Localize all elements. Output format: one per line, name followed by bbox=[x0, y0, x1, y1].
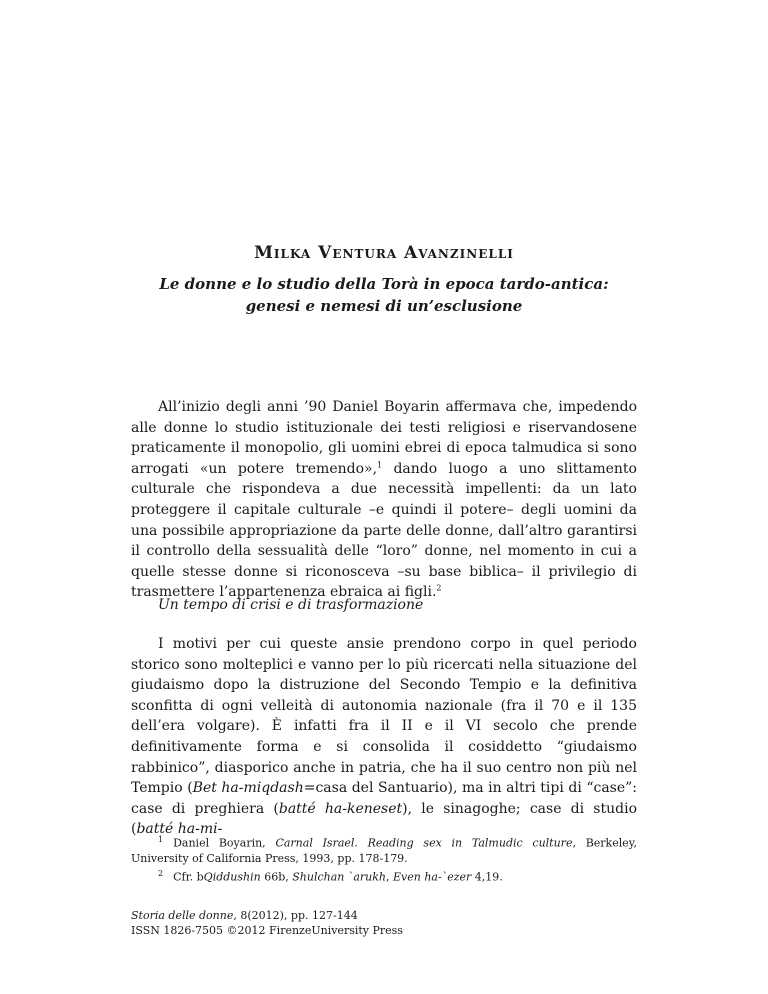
paragraph-2-text bbox=[131, 634, 637, 840]
term-batte-ha-keneset: batté ha-keneset bbox=[278, 800, 403, 817]
article-title-line-1: Le donne e lo studio della Torà in epoca tardo-antica: bbox=[159, 275, 609, 293]
footnote-1 bbox=[131, 832, 637, 866]
footnote-2-pre: Cfr. b bbox=[173, 870, 204, 884]
paragraph-1-text bbox=[131, 397, 637, 603]
footnote-ref-2[interactable]: 2 bbox=[436, 583, 442, 593]
paragraph-2-part-3: ), le sinagoghe; case di studio ( bbox=[131, 800, 637, 838]
footnote-2-sep: , bbox=[386, 870, 394, 884]
footnote-2 bbox=[131, 866, 637, 885]
article-title-line-2: genesi e nemesi di un’esclusione bbox=[245, 297, 523, 315]
footnote-1-author: Daniel Boyarin, bbox=[173, 836, 276, 850]
journal-issue: , 8(2012), pp. 127-144 bbox=[233, 909, 358, 922]
journal-name: Storia delle donne bbox=[131, 909, 234, 922]
footnote-1-work: Carnal Israel. Reading sex in Talmudic culture bbox=[275, 836, 573, 850]
author-name: Milka Ventura Avanzinelli bbox=[254, 243, 514, 263]
footnote-2-rest: 4,19. bbox=[471, 870, 503, 884]
article-title bbox=[120, 273, 648, 317]
body-paragraph-2 bbox=[131, 634, 637, 840]
footnote-ref-1[interactable]: 1 bbox=[377, 460, 383, 470]
footnote-2-work-1: Qiddushin bbox=[203, 870, 261, 884]
footnote-1-rest: , Berkeley, University of California Press, 1993, pp. 178-179. bbox=[131, 836, 637, 865]
body-paragraph-1 bbox=[131, 397, 637, 603]
term-bet-ha-miqdash: Bet ha-miqdash bbox=[192, 780, 304, 797]
journal-issn: ISSN 1826-7505 ©2012 FirenzeUniversity Press bbox=[131, 924, 403, 937]
paragraph-2-part-2: =casa del Santuario), ma in altri tipi di “case”: case di preghiera ( bbox=[131, 780, 638, 817]
footnote-2-number: 2 bbox=[158, 868, 164, 878]
paragraph-1-part-2: dando luogo a uno slittamento culturale che rispondeva a due necessità impellenti: da un lato proteggere il capitale culturale –e quindi il potere– degli uomini da una possibile appropriazione da parte delle donne, dall’altro garantirsi il controllo della sessualità delle “loro” donne, nel momento in cui a quelle stesse donne si riconosceva –su base biblica– il privilegio di trasmettere l’appartenenza ebraica ai figli. bbox=[131, 460, 637, 601]
footnote-1-number: 1 bbox=[158, 835, 164, 844]
footnote-2-mid: 66b, bbox=[260, 870, 293, 884]
footnote-2-work-2: Shulchan `arukh bbox=[292, 870, 387, 884]
journal-citation bbox=[131, 908, 403, 938]
section-heading: Un tempo di crisi e di trasformazione bbox=[158, 597, 424, 613]
paragraph-1-part-1: All’inizio degli anni ’90 Daniel Boyarin affermava che, impedendo alle donne lo studio istituzionale dei testi religiosi e riservandosene praticamente il monopolio, gli uomini ebrei di epoca talmudica si sono arrogati «un potere tremendo», bbox=[131, 399, 637, 477]
footnote-2-work-3: Even ha-`ezer bbox=[393, 870, 472, 884]
term-batte-ha-mi: batté ha-mi- bbox=[136, 821, 223, 838]
journal-line-1 bbox=[131, 908, 403, 923]
footnotes bbox=[131, 832, 637, 884]
paragraph-2-part-1: I motivi per cui queste ansie prendono corpo in quel periodo storico sono molteplici e vanno per lo più ricercati nella situazione del giudaismo dopo la distruzione del Secondo Tempio e la definitiva sconfitta di ogni velleità di autonomia nazionale (fra il 70 e il 135 dell’era volgare). È infatti fra il II e il VI secolo che prende definitivamente forma e si consolida il cosiddetto “giudaismo rabbinico”, diasporico anche in patria, che ha il suo centro non più nel Tempio ( bbox=[131, 636, 637, 797]
